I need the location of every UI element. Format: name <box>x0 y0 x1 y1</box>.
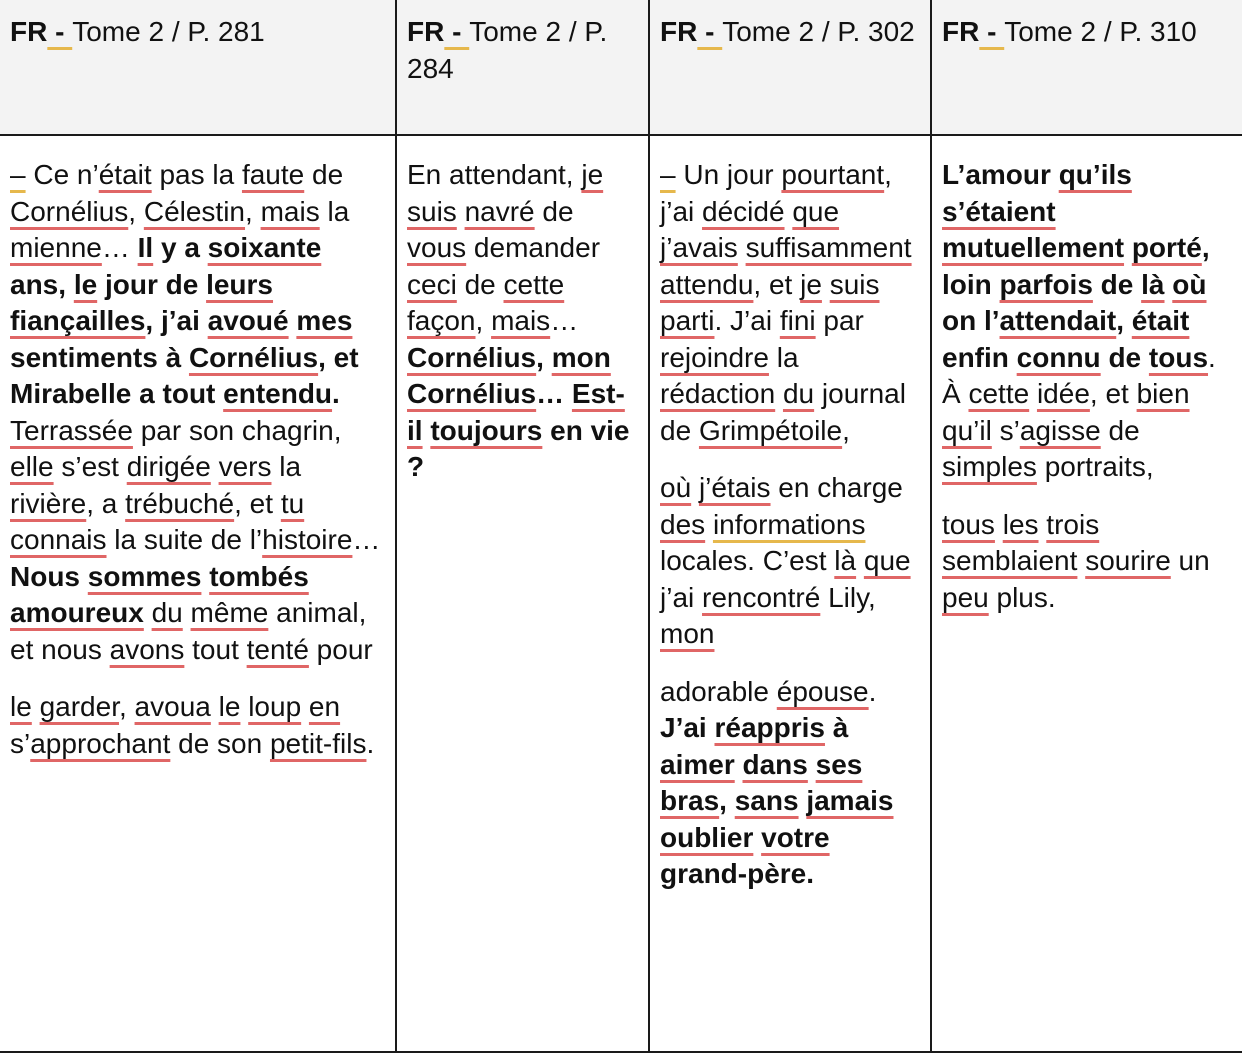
text-run: en vie ? <box>407 414 630 482</box>
spellcheck-word[interactable]: bras <box>660 785 720 816</box>
text-run: de <box>304 159 344 190</box>
text-run <box>856 545 864 576</box>
spellcheck-word[interactable]: garder <box>39 691 119 722</box>
spellcheck-word[interactable]: entendu <box>223 378 333 409</box>
text-run: , <box>884 159 892 190</box>
text-run: … <box>536 378 572 409</box>
spellcheck-word[interactable]: Célestin <box>143 195 246 227</box>
spellcheck-word[interactable]: elle <box>10 451 54 482</box>
spellcheck-word[interactable]: dirigée <box>126 451 211 482</box>
text-run: loin <box>942 268 1000 300</box>
spellcheck-word[interactable]: Cornélius <box>188 341 319 373</box>
spellcheck-word[interactable]: ses <box>815 748 863 780</box>
text-run <box>738 232 746 263</box>
text-run: animal, et nous <box>10 597 367 665</box>
spellcheck-word[interactable]: soixante <box>207 232 322 263</box>
paragraph <box>660 470 920 653</box>
spellcheck-word[interactable]: je <box>581 159 604 190</box>
spellcheck-word[interactable]: dans <box>742 748 808 780</box>
text-run: , a <box>86 487 126 519</box>
text-run <box>808 749 816 780</box>
text-run: de <box>1100 414 1140 446</box>
language-code: FR <box>942 16 980 47</box>
spellcheck-word[interactable]: trois <box>1046 508 1100 540</box>
spellcheck-word[interactable]: attendu <box>660 268 754 300</box>
text-run <box>1124 232 1132 263</box>
text-run: , et <box>234 487 281 519</box>
spellcheck-word[interactable]: Il <box>137 232 154 263</box>
text-run: grand-père. <box>660 858 815 889</box>
spellcheck-word[interactable]: décidé <box>702 195 785 227</box>
spellcheck-word[interactable]: sans <box>734 785 799 816</box>
text-run: s’ <box>991 414 1020 446</box>
text-run: En attendant, <box>407 159 582 190</box>
text-run: on l’ <box>942 305 1000 336</box>
separator: - <box>47 16 73 47</box>
spellcheck-word[interactable]: navré <box>464 195 535 227</box>
spellcheck-word[interactable]: aimer <box>660 748 735 780</box>
text-run: , et Mirabelle a tout <box>10 341 359 409</box>
text-run <box>457 196 465 227</box>
page-reference: Tome 2 / P. 310 <box>1004 16 1197 47</box>
text-run: , j’ai <box>145 305 208 336</box>
text-run: . <box>868 675 877 707</box>
spellcheck-word[interactable]: mutuellement <box>942 232 1125 263</box>
text-run <box>301 691 309 722</box>
spellcheck-word[interactable]: connu <box>1016 341 1101 373</box>
paragraph <box>660 674 920 893</box>
text-run: . <box>332 378 340 409</box>
spellcheck-word[interactable]: le <box>73 268 98 300</box>
text-run: journal de <box>660 378 906 446</box>
spellcheck-word[interactable]: mienne <box>10 232 102 263</box>
text-run: par son chagrin, <box>132 414 342 446</box>
paragraph <box>10 157 385 668</box>
spellcheck-word[interactable]: Terrassée <box>10 414 133 446</box>
text-run: locales. C’est <box>660 545 835 576</box>
text-run: . J’ai <box>714 305 780 336</box>
spellcheck-word[interactable]: j’avais <box>660 232 738 263</box>
text-run: enfin <box>942 341 1017 373</box>
spellcheck-word[interactable]: tous <box>942 508 995 540</box>
spellcheck-word[interactable]: suis <box>407 195 457 227</box>
text-run: Un jour <box>675 159 782 190</box>
text-run: pas la <box>151 159 242 190</box>
spellcheck-word[interactable]: mais <box>260 195 320 227</box>
text-run: Ce n’ <box>25 159 99 190</box>
column-header[interactable] <box>649 0 931 135</box>
spellcheck-word[interactable]: fini <box>779 305 816 336</box>
text-run: . À <box>942 341 1216 409</box>
spellcheck-word[interactable]: réappris <box>714 712 825 743</box>
text-run <box>814 378 822 409</box>
text-run <box>753 822 761 853</box>
text-run: adorable <box>660 675 777 707</box>
text-run: , <box>118 691 135 722</box>
text-run <box>822 269 830 300</box>
spellcheck-word[interactable]: mon <box>551 341 611 373</box>
text-run: Lily, <box>828 581 876 613</box>
spellcheck-word[interactable]: mais <box>491 305 551 336</box>
text-run <box>211 691 219 722</box>
spellcheck-word[interactable]: peu <box>942 581 989 613</box>
spellcheck-word[interactable]: vers <box>218 451 272 482</box>
spellcheck-word[interactable]: approchant <box>30 727 171 759</box>
text-run: la <box>768 341 799 373</box>
text-run <box>775 378 783 409</box>
text-run: la <box>319 195 350 227</box>
paragraph <box>660 157 920 449</box>
spellcheck-word[interactable]: mes <box>296 305 353 336</box>
text-run: j’ai <box>660 195 703 227</box>
spellcheck-word[interactable]: semblaient <box>942 545 1078 576</box>
text-run: en <box>770 472 818 503</box>
text-run <box>183 597 191 628</box>
text-run: L’amour <box>942 159 1059 190</box>
spellcheck-word[interactable]: sourire <box>1085 545 1171 576</box>
spellcheck-word[interactable]: là <box>834 545 857 576</box>
column-header[interactable] <box>0 0 396 135</box>
text-run: à <box>824 712 849 743</box>
header-row <box>0 0 1242 135</box>
page-reference: Tome 2 / P. 281 <box>72 16 265 47</box>
text-run: , <box>475 305 492 336</box>
spellcheck-word[interactable]: Cornélius <box>10 195 129 227</box>
spellcheck-word[interactable]: que <box>863 545 911 576</box>
text-run: de son <box>170 727 270 759</box>
paragraph <box>407 157 638 486</box>
spellcheck-word[interactable]: rencontré <box>702 581 821 613</box>
text-run: Nous <box>10 560 80 592</box>
text-run: , <box>245 195 261 227</box>
separator: - <box>444 16 470 47</box>
spellcheck-word[interactable]: avoué <box>207 305 289 336</box>
spellcheck-word[interactable]: jamais <box>806 785 894 816</box>
spellcheck-word[interactable]: là <box>1141 268 1165 300</box>
text-run: . <box>366 727 375 759</box>
spellcheck-word[interactable]: tous <box>1148 341 1209 373</box>
spellcheck-word[interactable]: avoua <box>134 691 211 722</box>
text-run: s’ <box>10 727 31 759</box>
spellcheck-word[interactable]: connais <box>10 524 107 555</box>
spellcheck-word[interactable]: pourtant <box>781 159 885 190</box>
text-run: pour <box>308 633 373 665</box>
language-code: FR <box>407 16 445 47</box>
spellcheck-word[interactable]: le <box>218 691 241 722</box>
page-reference: Tome 2 / P. 284 <box>407 16 608 84</box>
spellcheck-word[interactable]: simples <box>942 451 1037 482</box>
spellcheck-word[interactable]: les <box>1002 508 1039 540</box>
paragraph <box>942 507 1232 617</box>
text-run <box>705 509 713 540</box>
spellcheck-word[interactable]: Grimpétoile <box>698 414 843 446</box>
spellcheck-word[interactable]: cette <box>503 268 565 300</box>
spellcheck-word[interactable]: rivière <box>10 487 87 519</box>
spellcheck-word[interactable]: oublier <box>660 821 754 853</box>
grammar-flag[interactable]: – <box>10 159 26 190</box>
spellcheck-word[interactable]: amoureux <box>10 597 144 628</box>
spellcheck-word[interactable]: le <box>10 691 32 722</box>
text-run: , et <box>753 268 801 300</box>
spellcheck-word[interactable]: en <box>308 691 341 722</box>
text-run: charge <box>817 472 903 503</box>
spellcheck-word[interactable]: rejoindre <box>660 341 769 373</box>
spellcheck-word[interactable]: des <box>660 508 706 540</box>
spellcheck-word[interactable]: sommes <box>87 560 202 592</box>
text-run: la suite de l’ <box>106 524 263 555</box>
spellcheck-word[interactable]: suis <box>829 268 880 300</box>
text-run <box>1029 378 1037 409</box>
column-header[interactable] <box>931 0 1242 135</box>
column-header[interactable] <box>396 0 649 135</box>
text-run: plus. <box>988 581 1056 613</box>
separator: - <box>979 16 1005 47</box>
text-run: , <box>719 785 735 816</box>
text-run: , <box>1201 232 1210 263</box>
spellcheck-word[interactable]: faute <box>241 159 305 190</box>
text-run: … <box>101 232 138 263</box>
text-run: de <box>1100 341 1149 373</box>
paragraph <box>10 689 385 762</box>
text-cell[interactable] <box>931 135 1242 1052</box>
spellcheck-word[interactable]: que <box>792 195 840 227</box>
text-run: j’ai <box>660 581 703 613</box>
grammar-flag[interactable]: informations <box>712 508 866 540</box>
spellcheck-word[interactable]: mon <box>660 618 715 649</box>
text-run: , <box>536 341 552 373</box>
text-run: , <box>842 414 850 446</box>
spellcheck-word[interactable]: fiançailles <box>10 305 146 336</box>
spellcheck-word[interactable]: ceci <box>407 268 457 300</box>
spellcheck-word[interactable]: cette <box>968 378 1030 409</box>
spellcheck-word[interactable]: suffisamment <box>745 232 912 263</box>
spellcheck-word[interactable]: je <box>800 268 822 300</box>
spellcheck-word[interactable]: parti <box>660 305 715 336</box>
spellcheck-word[interactable]: où <box>1172 268 1207 300</box>
text-run: , <box>128 195 144 227</box>
spellcheck-word[interactable]: votre <box>761 821 830 853</box>
text-cell[interactable] <box>396 135 649 1052</box>
language-code: FR <box>660 16 698 47</box>
text-run <box>32 691 40 722</box>
spellcheck-word[interactable]: épouse <box>776 675 869 707</box>
text-run <box>144 597 152 628</box>
text-run: sentiments à <box>10 341 189 373</box>
text-run: … <box>550 305 579 336</box>
text-run: de <box>534 195 574 227</box>
spellcheck-word[interactable]: idée <box>1036 378 1090 409</box>
spellcheck-word[interactable]: était <box>1131 305 1190 336</box>
spellcheck-word[interactable]: qu’ils <box>1058 159 1132 190</box>
spellcheck-word[interactable]: Cornélius <box>407 341 537 373</box>
language-code: FR <box>10 16 48 47</box>
text-run <box>691 472 699 503</box>
text-run <box>211 451 219 482</box>
spellcheck-word[interactable]: même <box>190 597 269 628</box>
text-run: J’ai <box>660 712 715 743</box>
spellcheck-word[interactable]: s’étaient <box>942 195 1056 227</box>
spellcheck-word[interactable]: parfois <box>999 268 1093 300</box>
text-run: tout <box>184 633 247 665</box>
text-row <box>0 135 1242 1052</box>
text-run: de <box>456 268 504 300</box>
spellcheck-word[interactable]: où <box>660 472 692 503</box>
text-run <box>735 749 743 780</box>
text-run: la <box>271 451 302 482</box>
text-cell[interactable] <box>0 135 396 1052</box>
spellcheck-word[interactable]: j’étais <box>698 472 771 503</box>
spellcheck-word[interactable]: Est-il <box>407 378 625 446</box>
spellcheck-word[interactable]: vous <box>407 232 467 263</box>
text-run: jour de <box>97 268 207 300</box>
page-reference: Tome 2 / P. 302 <box>722 16 915 47</box>
spellcheck-word[interactable]: leurs <box>206 268 274 300</box>
spellcheck-word[interactable]: porté <box>1131 232 1202 263</box>
text-run: y a <box>153 232 208 263</box>
spellcheck-word[interactable]: petit-fils <box>269 727 367 759</box>
text-run: de <box>1092 268 1142 300</box>
text-run: par <box>815 305 864 336</box>
spellcheck-word[interactable]: bien <box>1136 378 1190 409</box>
spellcheck-word[interactable]: histoire <box>262 524 353 555</box>
paragraph <box>942 157 1232 486</box>
spellcheck-word[interactable]: trébuché <box>125 487 235 519</box>
spellcheck-word[interactable]: était <box>98 159 152 190</box>
spellcheck-word[interactable]: du <box>151 597 183 628</box>
text-run <box>80 561 88 592</box>
spellcheck-word[interactable]: loup <box>248 691 302 722</box>
spellcheck-word[interactable]: tombés <box>209 560 309 592</box>
separator: - <box>697 16 723 47</box>
text-cell[interactable] <box>649 135 931 1052</box>
spellcheck-word[interactable]: rédaction <box>660 378 776 409</box>
text-run: , et <box>1089 378 1137 409</box>
spellcheck-word[interactable]: façon <box>407 305 476 336</box>
spellcheck-word[interactable]: attendait <box>999 305 1117 336</box>
text-run: , <box>1116 305 1132 336</box>
text-run: … <box>352 524 381 555</box>
text-run: ans, <box>10 268 74 300</box>
spellcheck-word[interactable]: du <box>782 378 815 409</box>
grammar-flag[interactable]: – <box>660 159 676 190</box>
text-run: portraits, <box>1036 451 1154 482</box>
spellcheck-word[interactable]: tenté <box>246 633 309 665</box>
spellcheck-word[interactable]: qu’il <box>942 414 992 446</box>
text-run <box>820 582 828 613</box>
spellcheck-word[interactable]: Cornélius <box>407 378 537 409</box>
text-run: demander <box>466 232 601 263</box>
spellcheck-word[interactable]: avons <box>109 633 185 665</box>
spellcheck-word[interactable]: tu <box>280 487 305 519</box>
text-run: un <box>1170 545 1210 576</box>
spellcheck-word[interactable]: toujours <box>430 414 543 446</box>
text-run: s’est <box>53 451 127 482</box>
text-run <box>995 509 1003 540</box>
spellcheck-word[interactable]: agisse <box>1019 414 1101 446</box>
